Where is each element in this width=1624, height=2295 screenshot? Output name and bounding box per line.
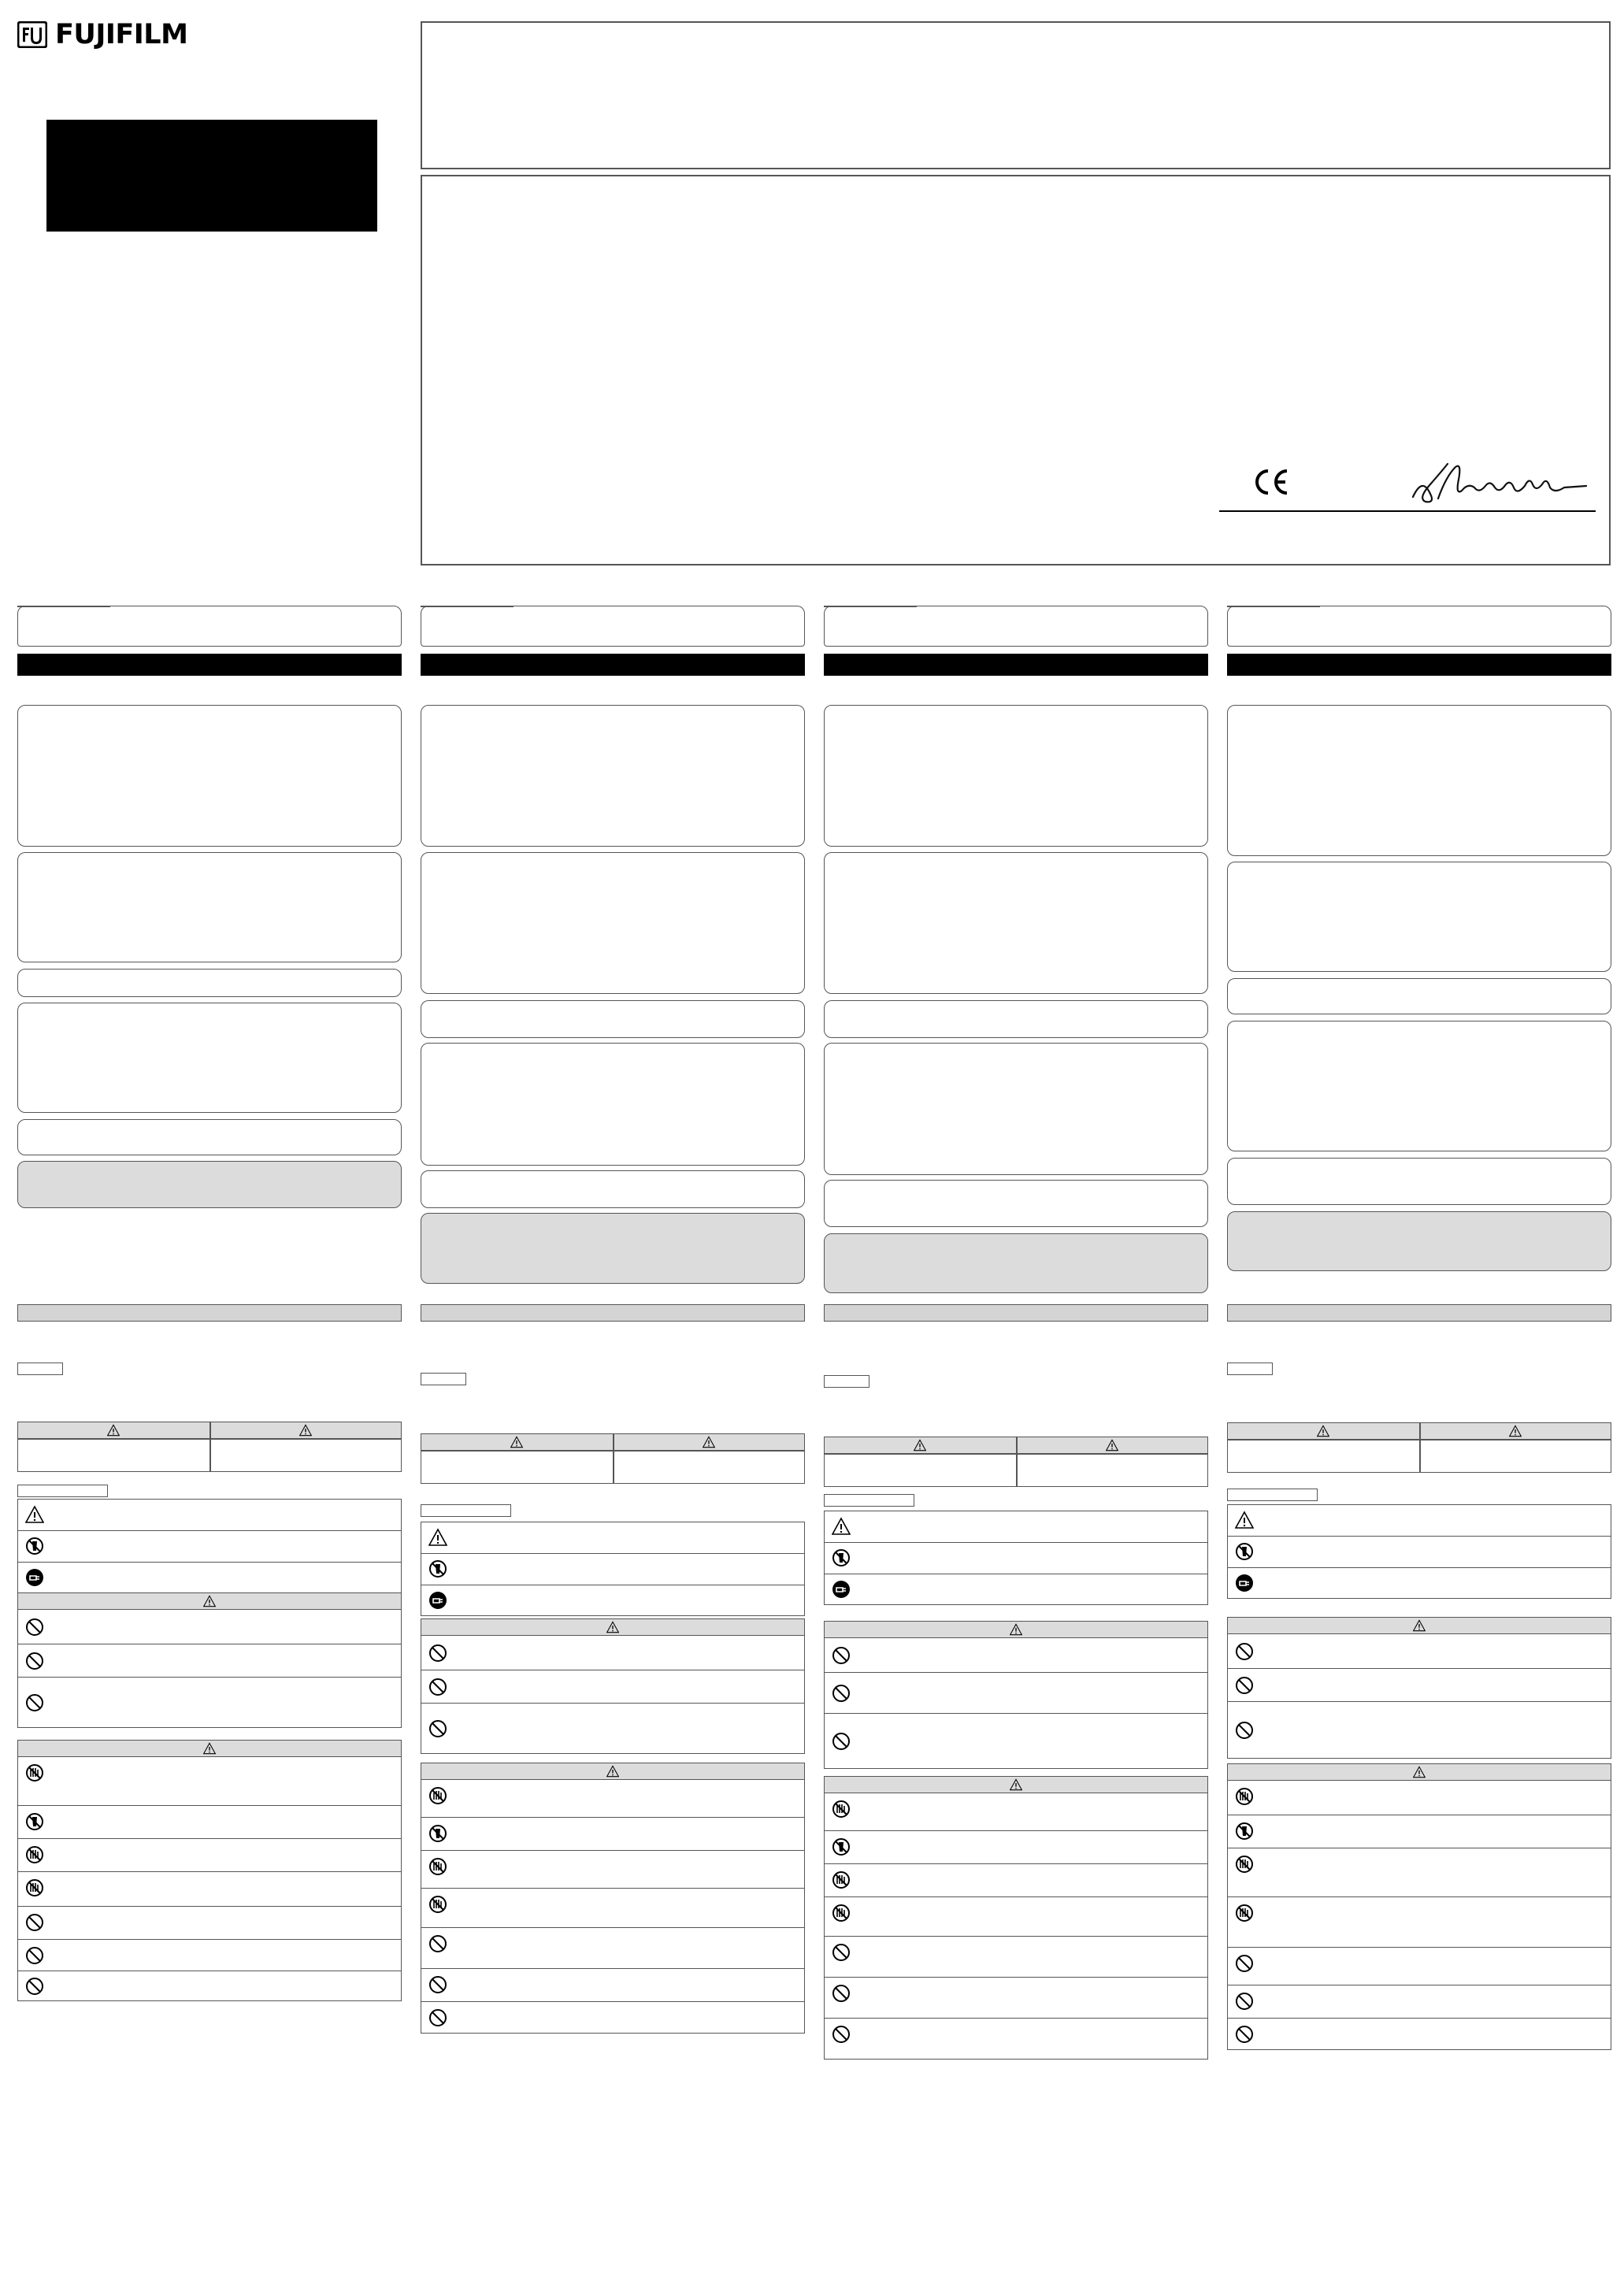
column-2-text-box-5	[421, 1170, 805, 1208]
column-3-text-box-1	[824, 705, 1208, 847]
column-4-caution-row	[1227, 2019, 1611, 2050]
column-1-prohibited-circle-icon	[25, 1693, 44, 1712]
column-2-legend-no-disassembly-icon	[428, 1559, 447, 1578]
column-1-prohibited-circle-icon	[25, 1913, 44, 1932]
column-4-caution-row	[1227, 1985, 1611, 2019]
column-3-prohibited-circle-icon	[832, 1943, 851, 1962]
column-3-caution-row	[824, 1937, 1208, 1978]
column-4-title-tab	[1227, 606, 1611, 647]
column-2-caution-header-triangle-icon	[606, 1765, 619, 1778]
column-4-no-disassembly-icon	[1235, 1822, 1254, 1841]
column-2-legend-unplug-icon	[428, 1591, 447, 1610]
column-1-caution-row	[17, 1839, 402, 1872]
column-4-table-divider	[1419, 1422, 1421, 1473]
column-3-warning-row	[824, 1673, 1208, 1714]
column-3-caution-row	[824, 2019, 1208, 2060]
column-1-prohibited-circle-icon	[25, 1618, 44, 1637]
column-1-warning-header-triangle-icon	[203, 1595, 216, 1607]
column-4-caution-row	[1227, 1781, 1611, 1815]
column-3-prohibited-circle-icon	[832, 1984, 851, 2003]
header-text-box	[421, 21, 1611, 169]
column-4-caution-row	[1227, 1948, 1611, 1985]
column-2-label-box	[421, 1373, 466, 1385]
column-4-legend-divider	[1227, 1567, 1611, 1568]
column-1-note-box	[17, 1161, 402, 1208]
column-4-no-water-icon	[1235, 1904, 1254, 1922]
column-1-warning-row	[17, 1644, 402, 1678]
column-2-legend-warning-triangle-icon	[428, 1528, 447, 1547]
column-1-label-box	[17, 1363, 63, 1375]
column-4-note-box	[1227, 1211, 1611, 1271]
column-4-label-box	[1227, 1363, 1273, 1375]
column-2-prohibited-circle-icon	[428, 1644, 447, 1663]
column-3-caution-row	[824, 1793, 1208, 1831]
column-2-table-divider	[613, 1433, 614, 1484]
column-2-caution-row	[421, 1928, 805, 1969]
column-4-caution-triangle-icon	[1509, 1425, 1522, 1437]
column-2-warning-row	[421, 1670, 805, 1704]
column-2-caution-row	[421, 2002, 805, 2034]
column-4-legend-warning-triangle-icon	[1235, 1511, 1254, 1529]
column-4-prohibited-circle-icon	[1235, 1721, 1254, 1740]
fujifilm-logo-mark-icon	[17, 21, 47, 48]
column-2-warning-row	[421, 1636, 805, 1670]
column-1-prohibited-circle-icon	[25, 1977, 44, 1996]
column-3-text-box-2	[824, 852, 1208, 994]
column-3-text-box-4	[824, 1043, 1208, 1175]
column-4-text-box-5	[1227, 1158, 1611, 1205]
column-2-caution-row	[421, 1780, 805, 1818]
column-4-caution-header-triangle-icon	[1413, 1766, 1426, 1778]
column-4-warning-header-triangle-icon	[1413, 1619, 1426, 1632]
ce-mark	[1252, 466, 1290, 498]
column-2-warning-row	[421, 1704, 805, 1754]
column-2-text-box-1	[421, 705, 805, 847]
column-4-warning-row	[1227, 1702, 1611, 1759]
column-4-legend-unplug-icon	[1235, 1574, 1254, 1592]
column-3-legend-table	[824, 1511, 1208, 1605]
column-2-caution-row	[421, 1851, 805, 1889]
column-1-title-tab	[17, 606, 402, 647]
column-4-text-box-3	[1227, 978, 1611, 1014]
column-2-text-box-2	[421, 852, 805, 994]
column-2-prohibited-circle-icon	[428, 1678, 447, 1696]
column-3-warning-row	[824, 1638, 1208, 1673]
column-2-no-disassembly-icon	[428, 1824, 447, 1843]
column-1-no-water-icon	[25, 1763, 44, 1782]
column-3-warning-header-triangle-icon	[1010, 1623, 1022, 1636]
column-2-legend-divider	[421, 1553, 805, 1554]
column-3-caution-header-triangle-icon	[1010, 1778, 1022, 1791]
column-3-warning-triangle-icon	[914, 1439, 926, 1452]
column-1-text-box-4	[17, 1003, 402, 1113]
column-3-caution-row	[824, 1897, 1208, 1937]
column-1-caution-row	[17, 1940, 402, 1971]
column-2-text-box-3	[421, 1000, 805, 1038]
column-4-safety-band	[1227, 1304, 1611, 1322]
column-2-warning-header-triangle-icon	[606, 1621, 619, 1633]
column-1-no-water-icon	[25, 1845, 44, 1864]
column-3-legend-label-box	[824, 1494, 914, 1507]
column-2-caution-triangle-icon	[703, 1436, 715, 1448]
column-3-caution-row	[824, 1831, 1208, 1864]
column-1-caution-row	[17, 1872, 402, 1907]
column-1-legend-divider	[17, 1562, 402, 1563]
column-1-legend-table	[17, 1499, 402, 1593]
column-4-prohibited-circle-icon	[1235, 1954, 1254, 1973]
column-4-caution-row	[1227, 1848, 1611, 1897]
column-3-no-disassembly-icon	[832, 1837, 851, 1856]
column-3-note-box	[824, 1233, 1208, 1293]
column-2-no-water-icon	[428, 1857, 447, 1876]
column-4-legend-divider	[1227, 1536, 1611, 1537]
column-2-section-bar	[421, 654, 805, 676]
column-2-title-tab	[421, 606, 805, 647]
column-3-legend-warning-triangle-icon	[832, 1517, 851, 1536]
column-1-text-box-1	[17, 705, 402, 847]
column-2-prohibited-circle-icon	[428, 1975, 447, 1994]
column-2-legend-label-box	[421, 1504, 511, 1517]
column-3-no-water-icon	[832, 1800, 851, 1819]
column-4-legend-no-disassembly-icon	[1235, 1542, 1254, 1561]
column-3-no-water-icon	[832, 1870, 851, 1889]
column-2-no-water-icon	[428, 1786, 447, 1805]
column-1-section-bar	[17, 654, 402, 676]
column-2-note-box	[421, 1213, 805, 1284]
column-4-warning-row	[1227, 1669, 1611, 1702]
column-4-no-water-icon	[1235, 1787, 1254, 1806]
column-2-safety-band	[421, 1304, 805, 1322]
column-3-legend-no-disassembly-icon	[832, 1548, 851, 1567]
column-3-safety-band	[824, 1304, 1208, 1322]
column-4-legend-label-box	[1227, 1489, 1318, 1501]
column-1-legend-unplug-icon	[25, 1568, 44, 1587]
column-1-caution-header-triangle-icon	[203, 1742, 216, 1755]
column-4-text-box-4	[1227, 1021, 1611, 1151]
signature-line	[1219, 510, 1596, 512]
column-2-text-box-4	[421, 1043, 805, 1166]
column-1-no-water-icon	[25, 1878, 44, 1897]
column-2-warning-triangle-icon	[510, 1436, 523, 1448]
column-1-prohibited-circle-icon	[25, 1946, 44, 1965]
column-3-label-box	[824, 1375, 869, 1388]
column-4-prohibited-circle-icon	[1235, 2025, 1254, 2044]
column-3-caution-triangle-icon	[1106, 1439, 1118, 1452]
column-4-section-bar	[1227, 654, 1611, 676]
column-2-prohibited-circle-icon	[428, 1934, 447, 1953]
column-4-caution-row	[1227, 1897, 1611, 1948]
column-3-prohibited-circle-icon	[832, 1732, 851, 1751]
column-4-text-box-1	[1227, 705, 1611, 856]
column-1-warning-row	[17, 1610, 402, 1644]
signature	[1407, 453, 1589, 514]
column-3-prohibited-circle-icon	[832, 1684, 851, 1703]
column-1-caution-row	[17, 1971, 402, 2001]
column-1-warning-triangle-icon	[107, 1424, 120, 1437]
column-1-caution-row	[17, 1757, 402, 1806]
column-4-prohibited-circle-icon	[1235, 1992, 1254, 2011]
column-3-no-water-icon	[832, 1904, 851, 1922]
column-3-title-tab	[824, 606, 1208, 647]
column-4-text-box-2	[1227, 862, 1611, 972]
column-3-table-divider	[1016, 1437, 1018, 1487]
column-4-no-water-icon	[1235, 1855, 1254, 1874]
column-4-warning-row	[1227, 1634, 1611, 1669]
column-1-text-box-3	[17, 969, 402, 997]
column-1-legend-divider	[17, 1530, 402, 1531]
column-3-prohibited-circle-icon	[832, 1646, 851, 1665]
column-2-legend-table	[421, 1522, 805, 1616]
column-1-prohibited-circle-icon	[25, 1652, 44, 1670]
column-1-caution-row	[17, 1907, 402, 1940]
column-3-legend-unplug-icon	[832, 1580, 851, 1599]
column-4-prohibited-circle-icon	[1235, 1642, 1254, 1661]
column-3-caution-row	[824, 1978, 1208, 2019]
column-1-safety-band	[17, 1304, 402, 1322]
column-1-text-box-5	[17, 1119, 402, 1155]
column-1-legend-warning-triangle-icon	[25, 1505, 44, 1524]
column-2-caution-row	[421, 1818, 805, 1851]
column-1-table-divider	[209, 1422, 211, 1472]
column-3-legend-divider	[824, 1542, 1208, 1543]
column-4-legend-table	[1227, 1504, 1611, 1599]
column-3-warning-row	[824, 1714, 1208, 1769]
column-3-section-bar	[824, 654, 1208, 676]
column-3-text-box-3	[824, 1000, 1208, 1038]
column-4-warning-triangle-icon	[1317, 1425, 1329, 1437]
column-1-warning-row	[17, 1678, 402, 1728]
column-1-text-box-2	[17, 852, 402, 962]
column-3-text-box-5	[824, 1180, 1208, 1227]
fujifilm-logo	[17, 16, 187, 54]
column-2-no-water-icon	[428, 1895, 447, 1914]
column-4-prohibited-circle-icon	[1235, 1676, 1254, 1695]
column-2-caution-row	[421, 1969, 805, 2002]
column-3-prohibited-circle-icon	[832, 2025, 851, 2044]
column-1-legend-label-box	[17, 1485, 108, 1497]
column-1-caution-triangle-icon	[299, 1424, 312, 1437]
column-1-caution-row	[17, 1806, 402, 1839]
column-2-prohibited-circle-icon	[428, 1719, 447, 1738]
column-2-prohibited-circle-icon	[428, 2008, 447, 2027]
column-1-legend-no-disassembly-icon	[25, 1537, 44, 1555]
title-panel	[46, 120, 377, 232]
column-4-caution-row	[1227, 1815, 1611, 1848]
column-2-caution-row	[421, 1889, 805, 1928]
column-3-caution-row	[824, 1864, 1208, 1897]
column-1-no-disassembly-icon	[25, 1812, 44, 1831]
brand-name: FUJIFILM	[55, 19, 188, 50]
